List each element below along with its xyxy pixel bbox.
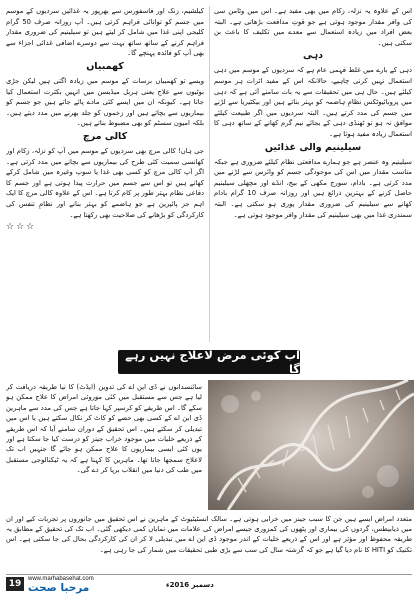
paragraph-liver: کیلشیم، زنک اور فاسفورس سے بھرپور یہ غذائیں سردیوں کے موسم میں جسم کو توانائی فراہم کرتی ہیں۔ آپ روزانہ صرف 50 گرام کلیجی اپنی غذا میں شامل کر لیتے ہیں تو سیلینیم کی ضروری مقدار فراہم کرنے کے ساتھ ساتھ بہت سے دوسرے اضافی غذائی اجزاء سے بھی آپ کو فائدہ پہنچے گا۔ [6,7,204,58]
article-body: متعدد امراض ایسے ہیں جن کا سبب جینز میں خرابی ہوتی ہے۔ سالک انسٹیٹیوٹ کے ماہرین نے اس تحقیق میں جانوروں پر تجربات کیے اور ان میں ذیابیطس، گردوں کی بیماری اور پٹھوں کی کمزوری جیسے امراض کی علامات میں نمایاں کمی دیکھی گئی۔ اب تک کی تحقیق کے مطابق یہ طریقہ محفوظ اور مؤثر ہے اور اس کے ذریعے خلیات کے اندر موجود ڈی این اے میں تبدیلی لا کر ان کی کارکردگی بحال کی جا سکتی ہے۔ اس تکنیک کو HITI کا نام دیا گیا ہے جو کہ گزشتہ سال کی سب سے بڑی طبی تحقیقات میں شمار کی جا رہی ہے۔ [6,515,412,554]
left-column [6,6,204,346]
paragraph-selenium: سیلینیم وہ عنصر ہے جو ہمارے مدافعتی نظام کیلئے ضروری ہے جبکہ مناسب مقدار میں اس کی موجودگی جسم کو وائرس سے لڑنے میں مدد کرتی ہے۔ بادام، سورج مکھی کے بیج، انڈے اور مچھلی سیلینیم حاصل کرنے کے بہترین ذرائع ہیں اور روزانہ صرف 10 گرام بادام کھانے سے سیلینیم کی ضروری مقدار پوری ہو سکتی ہے۔ البتہ سمندری غذا میں بھی سیلینیم کی مقدار وافر موجود ہوتی ہے۔ [214,157,412,219]
magazine-logo: مرحبا صحت [28,582,90,594]
column-divider [209,6,210,342]
paragraph-black-pepper: جی ہاں! کالی مرچ بھی سردیوں کے موسم میں آپ کو نزلہ، زکام اور کھانسی سمیت کئی طرح کی بیماریوں سے بچانے میں مدد کرتی ہے۔ اگر آپ کالی مرچ کو کسی بھی غذا یا سوپ وغیرہ میں شامل کرکے کھاتے ہیں تو اس سے جسم میں حرارت پیدا ہوتی ہے اور جسم کا دفاعی نظام بہتر طور پر کام کرتا ہے۔ اس کے علاوہ کالی مرچ کا ایک اہم جز پائپرین ہے جو ہاضمے کو بہتر بنانے اور نظامِ تنفس کی کارکردگی کو بڑھانے کی صلاحیت بھی رکھتا ہے۔ [6,146,204,219]
dna-illustration [208,380,414,510]
dna-helix-image [208,380,414,510]
website-url: www.marhabasehat.com [28,576,94,582]
page-number: 19 [6,577,24,591]
heading-yogurt: دہی [302,50,324,62]
heading-selenium: سیلینیم والی غذائیں [264,141,362,153]
paragraph-citrus: اس کے علاوہ یہ نزلہ، زکام میں بھی مفید ہے۔ اس میں وٹامن سی کی وافر مقدار موجود ہوتی ہے جو قوتِ مدافعت بڑھاتی ہے۔ البتہ بعض افراد میں زیادہ استعمال سے معدے میں تکلیف کا باعث بن سکتی ہیں۔ [214,7,412,47]
section-end-stars: ☆☆☆ [6,222,37,233]
heading-mushrooms: کھمبیاں [86,60,124,72]
paragraph-yogurt: دہی کے بارے میں غلط فہمی عام ہے کہ سردیوں کے موسم میں دہی استعمال نہیں کرنی چاہیے، حالانکہ اس کے مفید اثرات ہر موسم کیلئے ہیں۔ حال ہی میں تحقیقات سے یہ بات سامنے آئی ہے کہ دہی میں پروبائیوٹکس نظامِ ہاضمہ کو بہتر بناتے ہیں اور بیکٹیریا سے لڑنے میں جسم کی مدد کرتے ہیں۔ البتہ سردیوں میں اگر طبیعت کیلئے موافق نہ ہو تو ٹھنڈی دہی کے بجائے نیم گرم کھانے کے ساتھ دہی کا استعمال زیادہ مفید ہوتا ہے۔ [214,66,412,138]
page-footer [6,574,412,592]
paragraph-mushrooms: ویسے تو کھمبیاں برسات کے موسم میں زیادہ اگتی ہیں لیکن جڑی بوٹیوں سے علاج یعنی ہربل میڈیسن میں انہیں بکثرت استعمال کیا جاتا ہے۔ کیونکہ ان میں ایسے کئی مادے پائے جاتے ہیں جو جسم کو بیماریوں سے بچاتے ہیں اور زخموں کو جلد بھرنے میں مدد دیتے ہیں۔ بلکہ امیون سسٹم کو بھی مضبوط بناتے ہیں۔ [6,76,204,128]
right-column [214,6,412,312]
article-intro: سائنسدانوں نے ڈی این اے کی تدوین (ایڈٹ) کا نیا طریقہ دریافت کر لیا ہے جس سے مستقبل میں کئی موروثی امراض کا علاج ممکن ہو سکے گا۔ اس طریقے کو کرسپر کہا جاتا ہے جس کی مدد سے ماہرین ڈی این اے کے کسی بھی حصے کو کاٹ کر نکال سکتے ہیں یا اس میں تبدیلی کر سکتے ہیں۔ اس تحقیق کے دوران سامنے آیا کہ اس طریقے کے ذریعے خلیات میں موجود خراب جینز کو درست کیا جا سکتا ہے اور یوں کئی ایسی بیماریوں کا علاج ممکن ہو جائے گا جنہیں اب تک لاعلاج سمجھا جاتا تھا۔ ماہرین کا کہنا ہے کہ یہ ٹیکنالوجی مستقبل میں طب کی دنیا میں انقلاب برپا کر دے گی۔ [6,383,202,475]
article-title-text: اب کوئی مرض لاعلاج نہیں رہے گا [125,348,300,376]
issue-date: دسمبر 2016ء [166,581,214,589]
article-title [118,350,300,374]
heading-black-pepper: کالی مرچ [82,130,128,142]
